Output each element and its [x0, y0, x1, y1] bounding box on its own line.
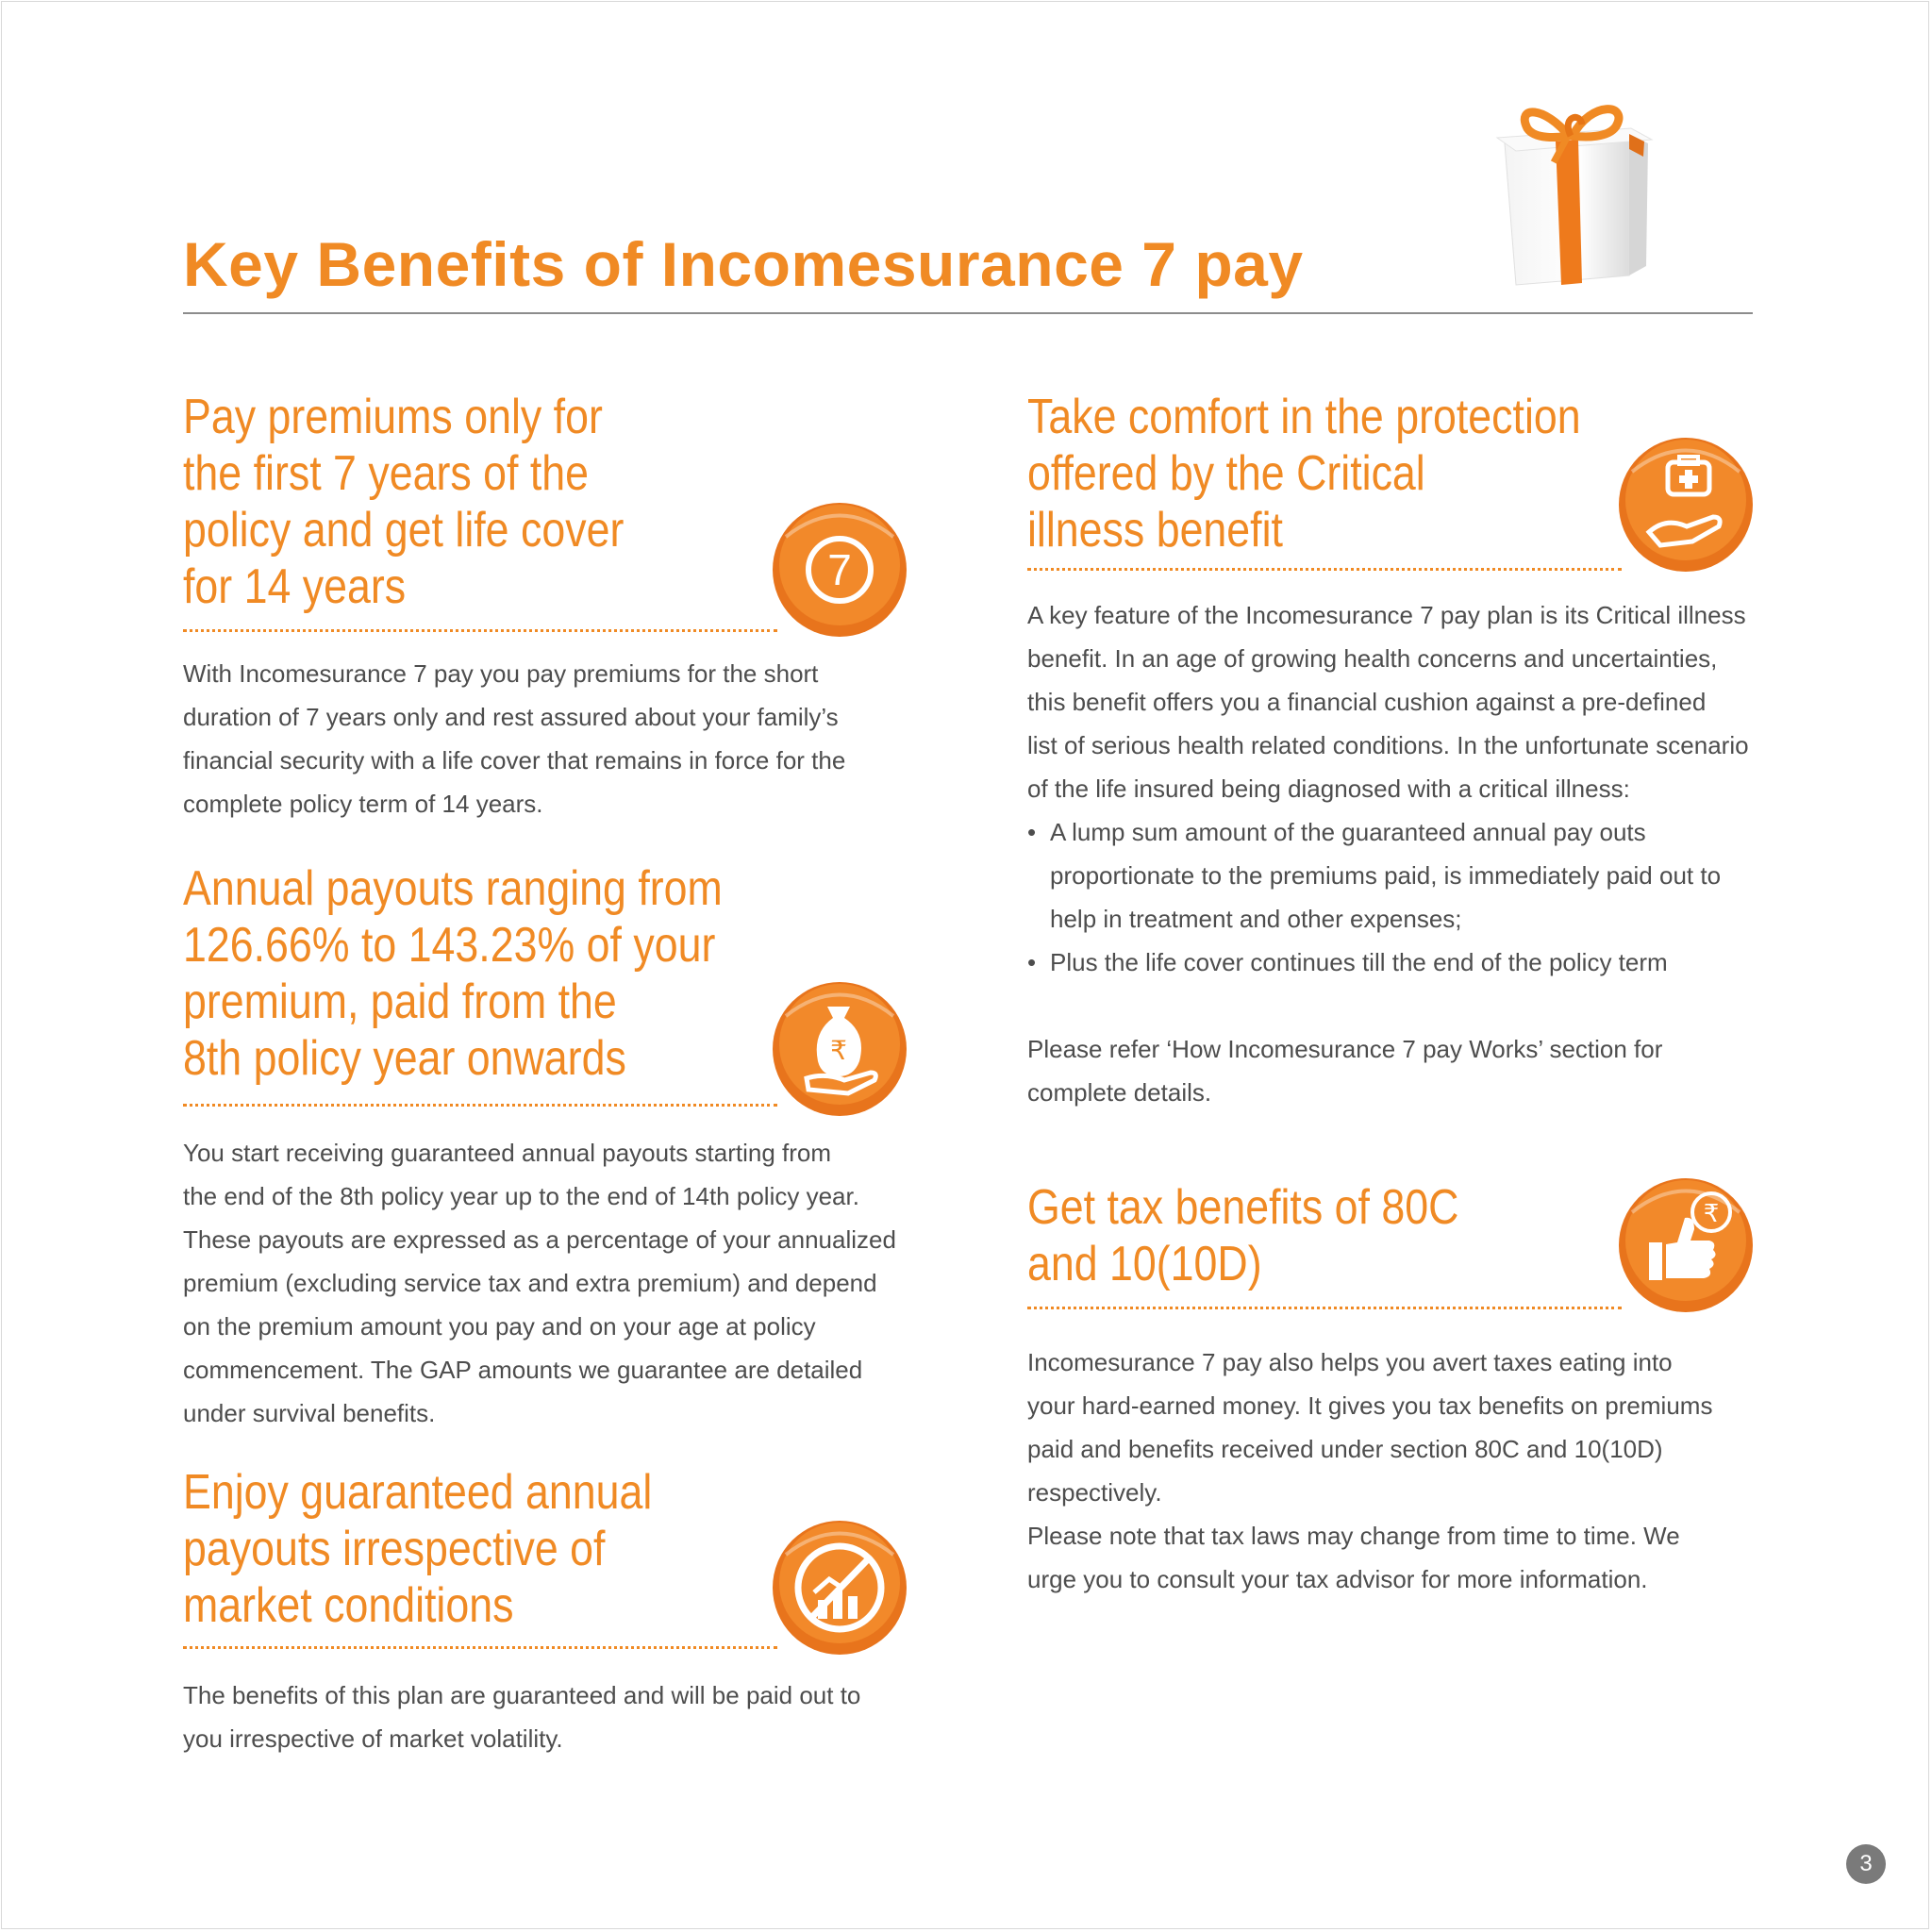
section-heading-critical-illness — [1027, 389, 1581, 558]
bullet-line: help in treatment and other expenses; — [1050, 905, 1462, 933]
thumbs-up-rupee-icon — [1615, 1174, 1757, 1316]
heading-line: 8th policy year onwards — [183, 1031, 626, 1086]
heading-line: Enjoy guaranteed annual — [183, 1465, 653, 1520]
section-body — [183, 1674, 860, 1760]
heading-line: premium, paid from the — [183, 974, 617, 1029]
brochure-page — [1, 1, 1929, 1929]
section-body — [183, 1131, 896, 1435]
body-line: Please note that tax laws may change from time to time. We — [1027, 1522, 1680, 1550]
body-line: your hard-earned money. It gives you tax benefits on premiums — [1027, 1391, 1713, 1420]
heading-line: and 10(10D) — [1027, 1237, 1262, 1291]
section-heading-seven-pay — [183, 389, 624, 615]
medical-kit-hand-icon — [1615, 434, 1757, 575]
body-line: this benefit offers you a financial cushion against a pre-defined — [1027, 688, 1707, 716]
body-line: premium (excluding service tax and extra premium) and depend — [183, 1269, 877, 1297]
body-line: on the premium amount you pay and on your age at policy — [183, 1312, 816, 1341]
rupee-glyph: ₹ — [1703, 1200, 1720, 1228]
section-divider — [183, 1104, 777, 1107]
gift-box-icon — [1488, 96, 1657, 290]
rupee-glyph: ₹ — [830, 1035, 847, 1066]
heading-line: 126.66% to 143.23% of your — [183, 918, 716, 973]
section-heading-guaranteed-payouts — [183, 1464, 652, 1634]
note-line: Please refer ‘How Incomesurance 7 pay Works’ section for — [1027, 1035, 1663, 1063]
section-divider — [1027, 1307, 1622, 1309]
body-line: paid and benefits received under section 80C and 10(10D) — [1027, 1435, 1663, 1463]
heading-line: for 14 years — [183, 559, 407, 614]
body-line: of the life insured being diagnosed with a critical illness: — [1027, 774, 1630, 803]
heading-line: the first 7 years of the — [183, 446, 590, 501]
section-body — [1027, 593, 1749, 1114]
heading-line: market conditions — [183, 1578, 514, 1633]
note-line: complete details. — [1027, 1078, 1212, 1107]
body-line: benefit. In an age of growing health concerns and uncertainties, — [1027, 644, 1718, 673]
section-heading-tax-benefits — [1027, 1179, 1458, 1292]
heading-line: Get tax benefits of 80C — [1027, 1180, 1459, 1235]
heading-line: policy and get life cover — [183, 503, 625, 558]
money-bag-hand-icon — [769, 978, 910, 1120]
body-line: The benefits of this plan are guaranteed and will be paid out to — [183, 1681, 861, 1709]
body-line: You start receiving guaranteed annual payouts starting from — [183, 1139, 832, 1167]
body-line: A key feature of the Incomesurance 7 pay plan is its Critical illness — [1027, 601, 1746, 629]
bullet-line: • Plus the life cover continues till the end of the policy term — [1050, 948, 1668, 976]
body-line: you irrespective of market volatility. — [183, 1724, 563, 1753]
body-line: respectively. — [1027, 1478, 1162, 1507]
bullet-line: • A lump sum amount of the guaranteed annual pay outs — [1050, 818, 1646, 846]
section-body — [1027, 1341, 1712, 1601]
body-line: under survival benefits. — [183, 1399, 436, 1427]
section-divider — [183, 629, 777, 632]
heading-line: Take comfort in the protection — [1027, 390, 1581, 444]
heading-line: offered by the Critical — [1027, 446, 1425, 501]
body-line: financial security with a life cover that remains in force for the — [183, 746, 846, 774]
bullet-item — [1027, 810, 1749, 941]
body-line: list of serious health related conditions. In the unfortunate scenario — [1027, 731, 1749, 759]
heading-line: illness benefit — [1027, 503, 1283, 558]
section-divider — [1027, 568, 1622, 571]
title-divider — [183, 312, 1753, 314]
bullet-line: proportionate to the premiums paid, is immediately paid out to — [1050, 861, 1722, 890]
page-number-badge: 3 — [1846, 1844, 1886, 1884]
section-body — [183, 652, 845, 825]
page-title: Key Benefits of Incomesurance 7 pay — [183, 229, 1304, 299]
section-heading-annual-payouts — [183, 860, 723, 1087]
heading-line: Annual payouts ranging from — [183, 861, 723, 916]
body-line: Incomesurance 7 pay also helps you avert taxes eating into — [1027, 1348, 1673, 1376]
body-line: duration of 7 years only and rest assured about your family’s — [183, 703, 839, 731]
body-line: commencement. The GAP amounts we guarantee are detailed — [183, 1356, 863, 1384]
bullet-item — [1027, 941, 1749, 984]
body-line: With Incomesurance 7 pay you pay premiums for the short — [183, 659, 819, 688]
section-divider — [183, 1646, 777, 1649]
benefit-bullet-list — [1027, 810, 1749, 984]
body-line: the end of the 8th policy year up to the end of 14th policy year. — [183, 1182, 859, 1210]
seven-glyph: 7 — [827, 545, 852, 594]
heading-line: payouts irrespective of — [183, 1522, 606, 1576]
heading-line: Pay premiums only for — [183, 390, 603, 444]
no-market-fluctuation-icon — [769, 1517, 910, 1658]
number-seven-icon — [769, 499, 910, 641]
body-line: complete policy term of 14 years. — [183, 790, 543, 818]
body-line: urge you to consult your tax advisor for more information. — [1027, 1565, 1648, 1593]
body-line: These payouts are expressed as a percentage of your annualized — [183, 1225, 896, 1254]
